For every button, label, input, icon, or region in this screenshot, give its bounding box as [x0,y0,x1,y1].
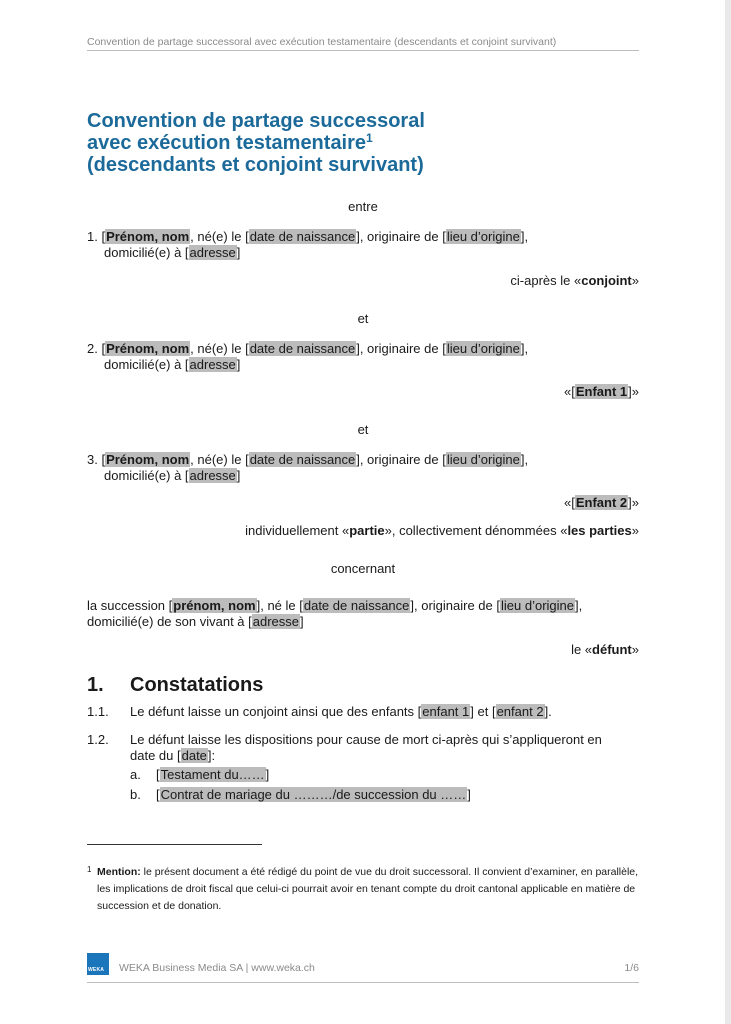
party-2-origin: lieu d’origine [446,341,520,356]
party-2-birthdate: date de naissance [249,341,356,356]
item-1-2-line-2: date du [date]: [130,748,216,763]
deceased-name: prénom, nom [173,598,256,613]
document-title [87,110,425,176]
section-1-heading: 1. Constatations [87,674,264,696]
item-1-2-number: 1.2. [87,732,109,747]
party-2-line-1: 2. [Prénom, nom, né(e) le [date de naissance], originaire de [lieu d’origine], [87,341,529,356]
party-3-origin: lieu d’origine [446,452,520,467]
footnote-text: le présent document a été rédigé du point de vue du droit successoral. Il convient d’examiner, en parallèle, les implications de droit fiscal que celui-ci pourrait avoir en tenant compte du droit cantonal applicable en matière de succession et de donation. [97,866,639,912]
party-3-birthdate: date de naissance [249,452,356,467]
deceased-designation: le «défunt» [571,642,639,657]
concerning-label: concernant [330,561,396,576]
subitem-a-text: [Testament du……] [156,767,270,782]
subitem-b-text: [Contrat de mariage du ………/de succession du ……] [156,787,471,802]
and-label-1: et [357,311,369,326]
subitem-a-letter: a. [130,767,141,782]
party-1-line-2: domicilié(e) à [adresse] [104,245,241,260]
footnote [87,864,639,915]
subitem-b-letter: b. [130,787,141,802]
item-1-1-text: Le défunt laisse un conjoint ainsi que des enfants [enfant 1] et [enfant 2]. [130,704,552,719]
title-line-1: Convention de partage successoral [87,110,425,132]
party-1-line-1: 1. [Prénom, nom, né(e) le [date de naissance], originaire de [lieu d’origine], [87,229,529,244]
party-1-origin: lieu d’origine [446,229,520,244]
party-1-address: adresse [189,245,236,260]
footnote-marker: 1 [87,865,92,874]
party-3-address: adresse [189,468,236,483]
succession-line-2: domicilié(e) de son vivant à [adresse] [87,614,304,629]
title-line-3: (descendants et conjoint survivant) [87,154,424,176]
party-3-designation: «[Enfant 2]» [564,495,639,510]
party-3-name: Prénom, nom [106,452,190,467]
footnote-ref[interactable]: 1 [366,131,373,145]
party-3-line-1: 3. [Prénom, nom, né(e) le [date de naissance], originaire de [lieu d’origine], [87,452,529,467]
between-label: entre [348,199,378,214]
weka-logo: WEKA [87,953,109,975]
deceased-origin: lieu d’origine [501,598,574,613]
item-1-1-number: 1.1. [87,704,109,719]
running-header: Convention de partage successoral avec exécution testamentaire (descendants et conjoint survivant) [87,36,557,48]
footer-publisher: WEKA Business Media SA | www.weka.ch [119,962,315,974]
page-number: 1/6 [624,962,639,974]
party-2-address: adresse [189,357,236,372]
header-rule [87,50,639,51]
deceased-birthdate: date de naissance [303,598,410,613]
party-2-line-2: domicilié(e) à [adresse] [104,357,241,372]
party-2-designation: «[Enfant 1]» [564,384,639,399]
party-1-name: Prénom, nom [106,229,190,244]
footnote-rule [87,844,262,845]
footer-rule [87,982,639,983]
deceased-address: adresse [252,614,299,629]
party-2-name: Prénom, nom [106,341,190,356]
party-3-line-2: domicilié(e) à [adresse] [104,468,241,483]
collective-designation: individuellement «partie», collectivement dénommées «les parties» [245,523,639,538]
item-1-2-line-1: Le défunt laisse les dispositions pour cause de mort ci-après qui s’appliqueront en [130,732,602,747]
succession-line-1: la succession [prénom, nom], né le [date de naissance], originaire de [lieu d’origine], [87,598,583,613]
title-line-2: avec exécution testamentaire$^1$ [87,131,373,154]
footnote-label: Mention: [97,866,141,878]
party-1-birthdate: date de naissance [249,229,356,244]
and-label-2: et [357,422,369,437]
party-1-designation: ci-après le «conjoint» [510,273,639,288]
